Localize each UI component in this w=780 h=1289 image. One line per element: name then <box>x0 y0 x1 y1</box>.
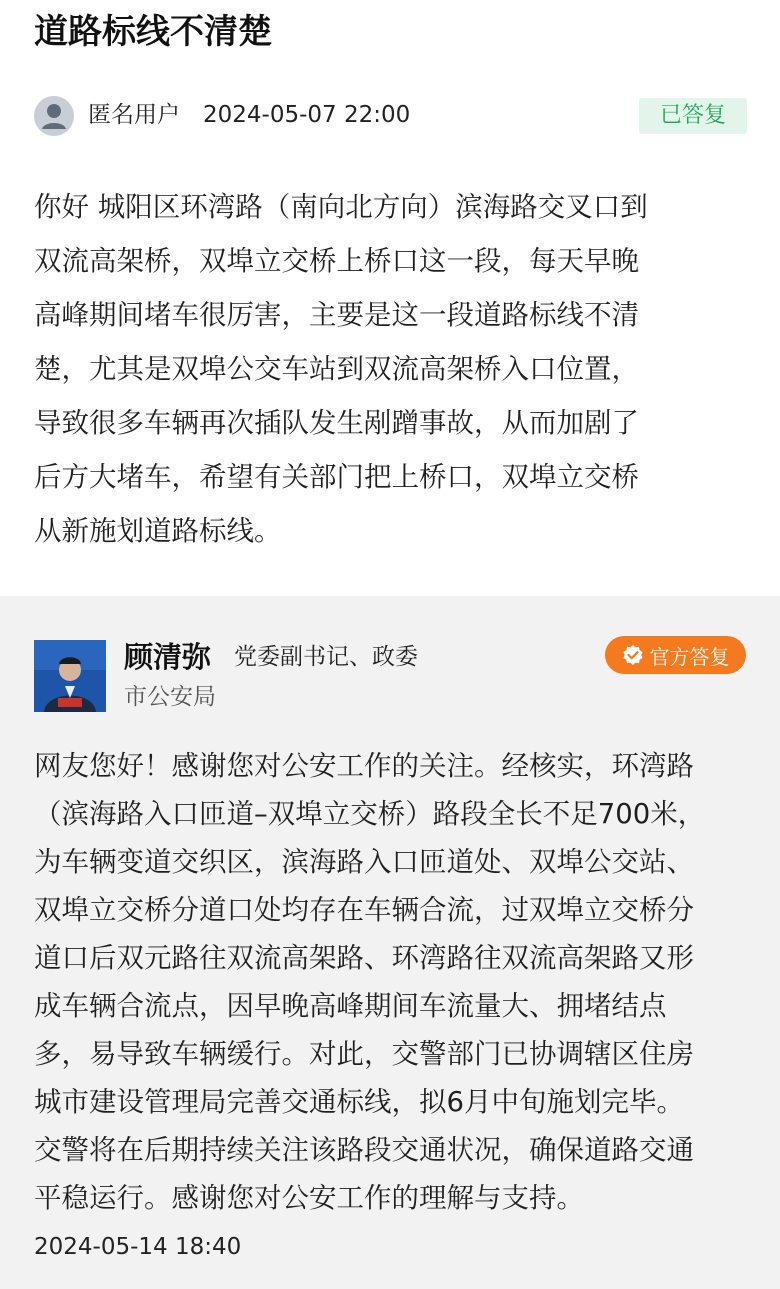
question-line: 双流高架桥，双埠立交桥上桥口这一段，每天早晚 <box>34 245 639 277</box>
check-badge-icon <box>622 644 644 666</box>
answer-line: 多，易导致车辆缓行。对此，交警部门已协调辖区住房 <box>34 1038 694 1070</box>
question-timestamp: 2024-05-07 22:00 <box>203 102 411 128</box>
asker-name: 匿名用户 <box>88 102 180 128</box>
officer-name: 顾清弥 <box>124 640 212 674</box>
answer-line: 道口后双元路往双流高架路、环湾路往双流高架路又形 <box>34 942 694 974</box>
answer-timestamp: 2024-05-14 18:40 <box>34 1234 242 1260</box>
user-avatar-icon[interactable] <box>34 96 74 136</box>
answer-line: 网友您好！感谢您对公安工作的关注。经核实，环湾路 <box>34 750 694 782</box>
question-section <box>0 0 780 596</box>
question-line: 导致很多车辆再次插队发生剐蹭事故，从而加剧了 <box>34 407 639 439</box>
answer-line: 为车辆变道交织区，滨海路入口匝道处、双埠公交站、 <box>34 846 694 878</box>
question-body <box>34 180 750 558</box>
officer-avatar[interactable] <box>34 640 106 712</box>
answer-body <box>34 742 754 1222</box>
answer-line: （滨海路入口匝道–双埠立交桥）路段全长不足700米， <box>34 798 706 830</box>
question-line: 从新施划道路标线。 <box>34 515 282 547</box>
officer-title: 党委副书记、政委 <box>234 644 418 670</box>
answer-section <box>0 596 780 1289</box>
department-name: 市公安局 <box>124 684 216 710</box>
answer-line: 城市建设管理局完善交通标线，拟6月中旬施划完毕。 <box>34 1086 684 1118</box>
official-reply-label: 官方答复 <box>649 644 730 669</box>
answer-line: 双埠立交桥分道口处均存在车辆合流，过双埠立交桥分 <box>34 894 694 926</box>
official-reply-badge <box>605 636 746 674</box>
answer-line: 平稳运行。感谢您对公安工作的理解与支持。 <box>34 1182 584 1214</box>
question-line: 高峰期间堵车很厉害，主要是这一段道路标线不清 <box>34 299 639 331</box>
question-title: 道路标线不清楚 <box>34 12 272 52</box>
answer-line: 交警将在后期持续关注该路段交通状况，确保道路交通 <box>34 1134 694 1166</box>
answer-line: 成车辆合流点，因早晚高峰期间车流量大、拥堵结点 <box>34 990 667 1022</box>
status-badge: 已答复 <box>639 98 747 134</box>
question-line: 楚，尤其是双埠公交车站到双流高架桥入口位置， <box>34 353 639 385</box>
question-line: 你好 城阳区环湾路（南向北方向）滨海路交叉口到 <box>34 191 648 223</box>
question-line: 后方大堵车，希望有关部门把上桥口，双埠立交桥 <box>34 461 639 493</box>
